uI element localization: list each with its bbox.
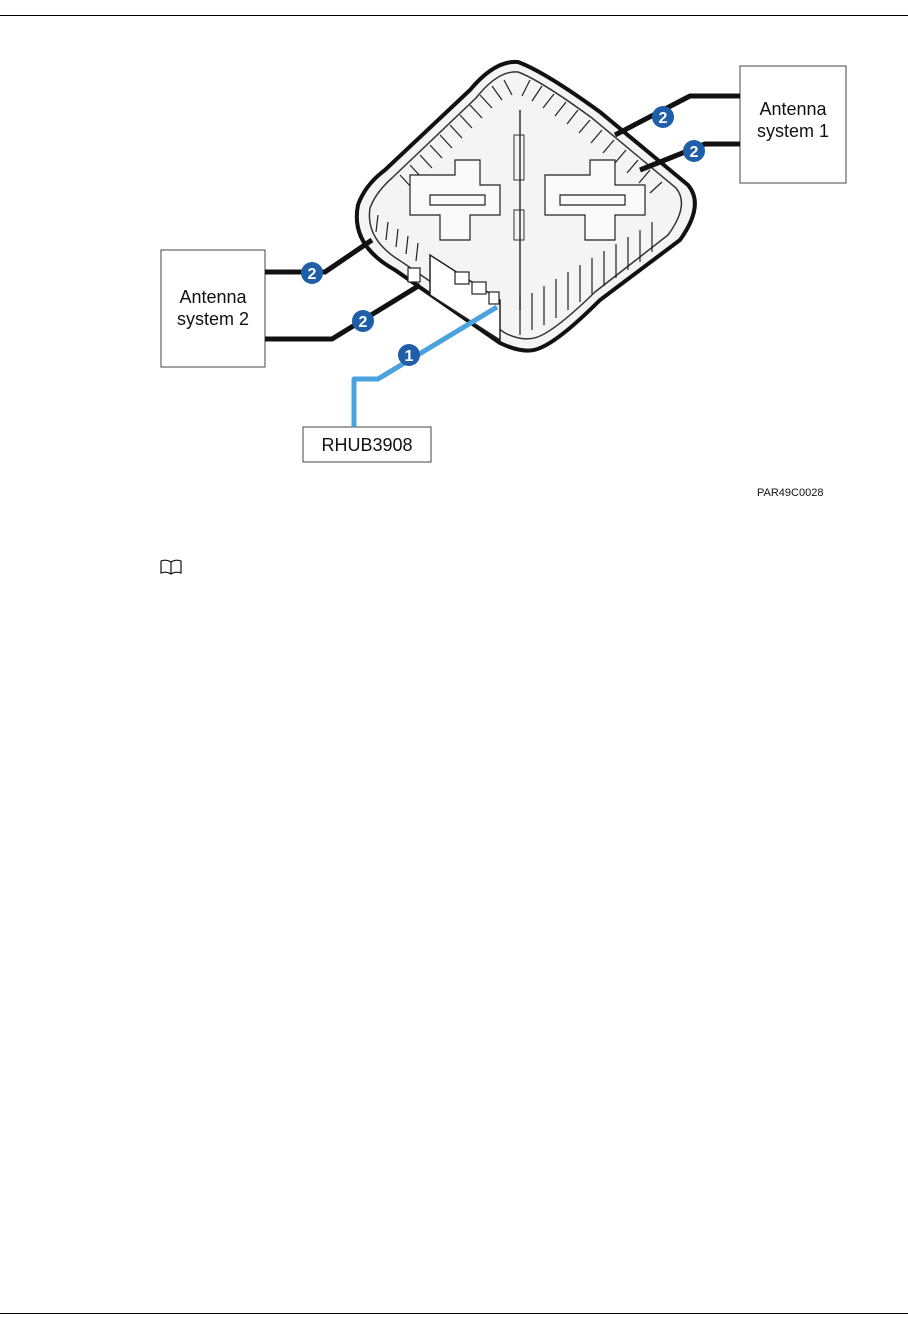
callout-2-top-lower — [683, 140, 705, 162]
antenna-system-1-label: Antenna system 1 — [756, 99, 830, 141]
svg-text:2: 2 — [358, 314, 368, 331]
svg-text:2: 2 — [307, 266, 317, 283]
callout-1 — [398, 344, 420, 366]
callout-2-left-lower — [352, 310, 374, 332]
device-illustration — [357, 62, 695, 351]
antenna-system-2-label: Antenna system 2 — [176, 287, 250, 329]
svg-text:2: 2 — [658, 110, 668, 127]
connection-diagram — [0, 0, 908, 520]
callout-2-top — [652, 106, 674, 128]
callout-2-left-upper — [301, 262, 323, 284]
svg-text:2: 2 — [689, 144, 699, 161]
footer-rule — [0, 1313, 908, 1314]
book-icon — [160, 559, 182, 575]
svg-text:1: 1 — [404, 348, 414, 365]
figure-id: PAR49C0028 — [757, 487, 824, 499]
rhub3908-label: RHUB3908 — [321, 434, 413, 455]
